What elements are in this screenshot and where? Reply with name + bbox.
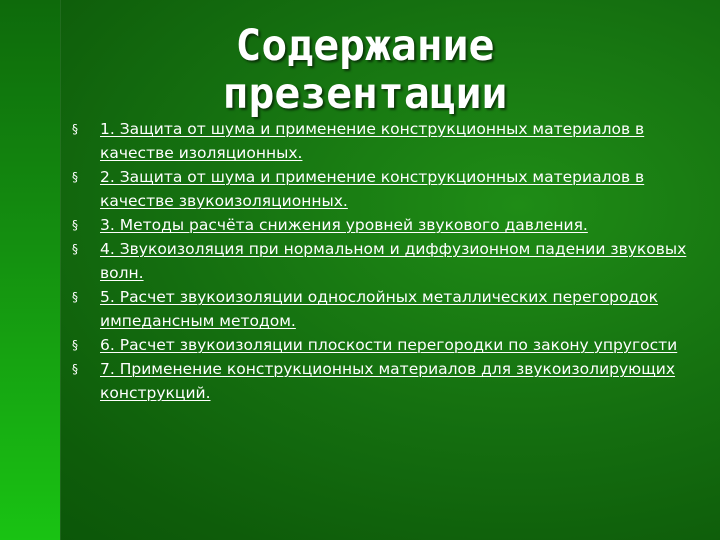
left-band-edge: [60, 0, 61, 540]
bullet-icon: §: [72, 122, 78, 136]
left-decorative-band: [0, 0, 60, 540]
bullet-icon: §: [72, 218, 78, 232]
bullet-icon: §: [72, 242, 78, 256]
contents-item-3[interactable]: [72, 213, 702, 237]
bullet-icon: §: [72, 362, 78, 376]
bullet-icon: §: [72, 338, 78, 352]
bullet-icon: §: [72, 290, 78, 304]
contents-item-4[interactable]: [72, 237, 702, 285]
contents-item-text: 6. Расчет звукоизоляции плоскости перегородки по закону упругости: [100, 336, 678, 354]
slide-title: [190, 22, 540, 118]
contents-item-1[interactable]: [72, 117, 702, 165]
contents-item-text: 7. Применение конструкционных материалов для звукоизолирующих конструкций.: [100, 360, 676, 402]
contents-item-5[interactable]: [72, 285, 702, 333]
contents-item-text: 2. Защита от шума и применение конструкционных материалов в качестве звукоизоляционных.: [100, 168, 645, 210]
contents-item-6[interactable]: [72, 333, 702, 357]
contents-item-text: 1. Защита от шума и применение конструкционных материалов в качестве изоляционных.: [100, 120, 645, 162]
contents-item-text: 3. Методы расчёта снижения уровней звукового давления.: [100, 216, 588, 234]
slide-title-line-1: Содержание: [235, 21, 495, 71]
contents-list: [72, 117, 702, 405]
bullet-icon: §: [72, 170, 78, 184]
contents-item-text: 5. Расчет звукоизоляции однослойных металлических перегородок импедансным методом.: [100, 288, 659, 330]
contents-item-text: 4. Звукоизоляция при нормальном и диффузионном падении звуковых волн.: [100, 240, 687, 282]
contents-item-2[interactable]: [72, 165, 702, 213]
slide-title-line-2: презентации: [222, 69, 508, 119]
contents-item-7[interactable]: [72, 357, 702, 405]
